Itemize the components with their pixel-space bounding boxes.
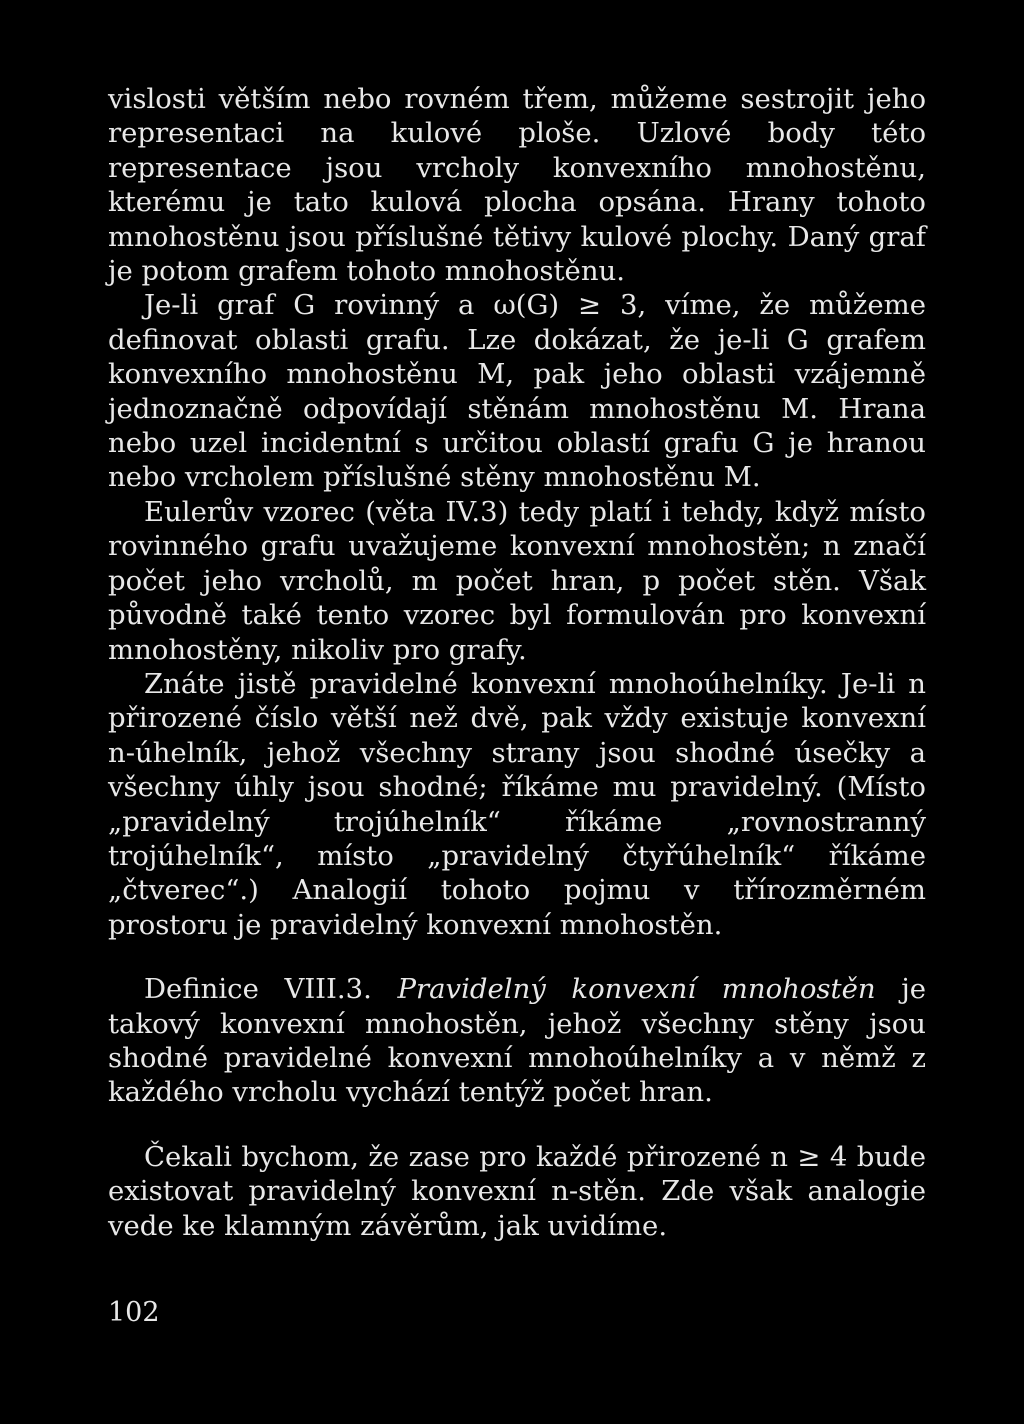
section-gap [108, 1110, 926, 1140]
section-gap [108, 942, 926, 972]
paragraph-planar-graph: Je-li graf G rovinný a ω(G) ≥ 3, víme, že můžeme definovat oblasti grafu. Lze dokázat, že je-li G grafem konvexního mnohostěnu M, pak jeho oblasti vzájemně jednoznačně odpovídají stěnám mnohostěnu M. Hrana nebo uzel incidentní s určitou oblastí grafu G je hranou nebo vrcholem příslušné stěny mnohostěnu M. [108, 289, 926, 494]
paragraph-regular-polygons: Znáte jistě pravidelné konvexní mnohoúhelníky. Je-li n přirozené číslo větší než dvě, pak vždy existuje konvexní n-úhelník, jehož všechny strany jsou shodné úsečky a všechny úhly jsou shodné; říkáme mu pravidelný. (Místo „pravidelný trojúhelník“ říkáme „rovnostranný trojúhelník“, místo „pravidelný čtyřúhelník“ říkáme „čtverec“.) Analogií tohoto pojmu v třírozměrném prostoru je pravidelný konvexní mnohostěn. [108, 667, 926, 941]
definition-body: je takový konvexní mnohostěn, jehož všechny stěny jsou shodné pravidelné konvexní mnohoúhelníky a v němž z každého vrcholu vychází tentýž počet hran. [108, 973, 926, 1109]
definition-label: Definice VIII.3. [144, 973, 372, 1006]
page-text [108, 82, 926, 1243]
definition-term: Pravidelný konvexní mnohostěn [397, 973, 876, 1006]
definition-paragraph [108, 972, 926, 1110]
paragraph-euler-formula: Eulerův vzorec (věta IV.3) tedy platí i tehdy, když místo rovinného grafu uvažujeme konvexní mnohostěn; n značí počet jeho vrcholů, m počet hran, p počet stěn. Však původně také tento vzorec byl formulován pro konvexní mnohostěny, nikoliv pro grafy. [108, 495, 926, 666]
paragraph-expectation: Čekali bychom, že zase pro každé přirozené n ≥ 4 bude existovat pravidelný konvexní n-stěn. Zde však analogie vede ke klamným závěrům, jak uvidíme. [108, 1140, 926, 1242]
paragraph-continuation: vislosti větším nebo rovném třem, můžeme sestrojit jeho representaci na kulové ploše. Uzlové body této representace jsou vrcholy konvexního mnohostěnu, kterému je tato kulová plocha opsána. Hrany tohoto mnohostěnu jsou příslušné tětivy kulové plochy. Daný graf je potom grafem tohoto mnohostěnu. [108, 83, 926, 288]
page-number: 102 [108, 1297, 160, 1328]
